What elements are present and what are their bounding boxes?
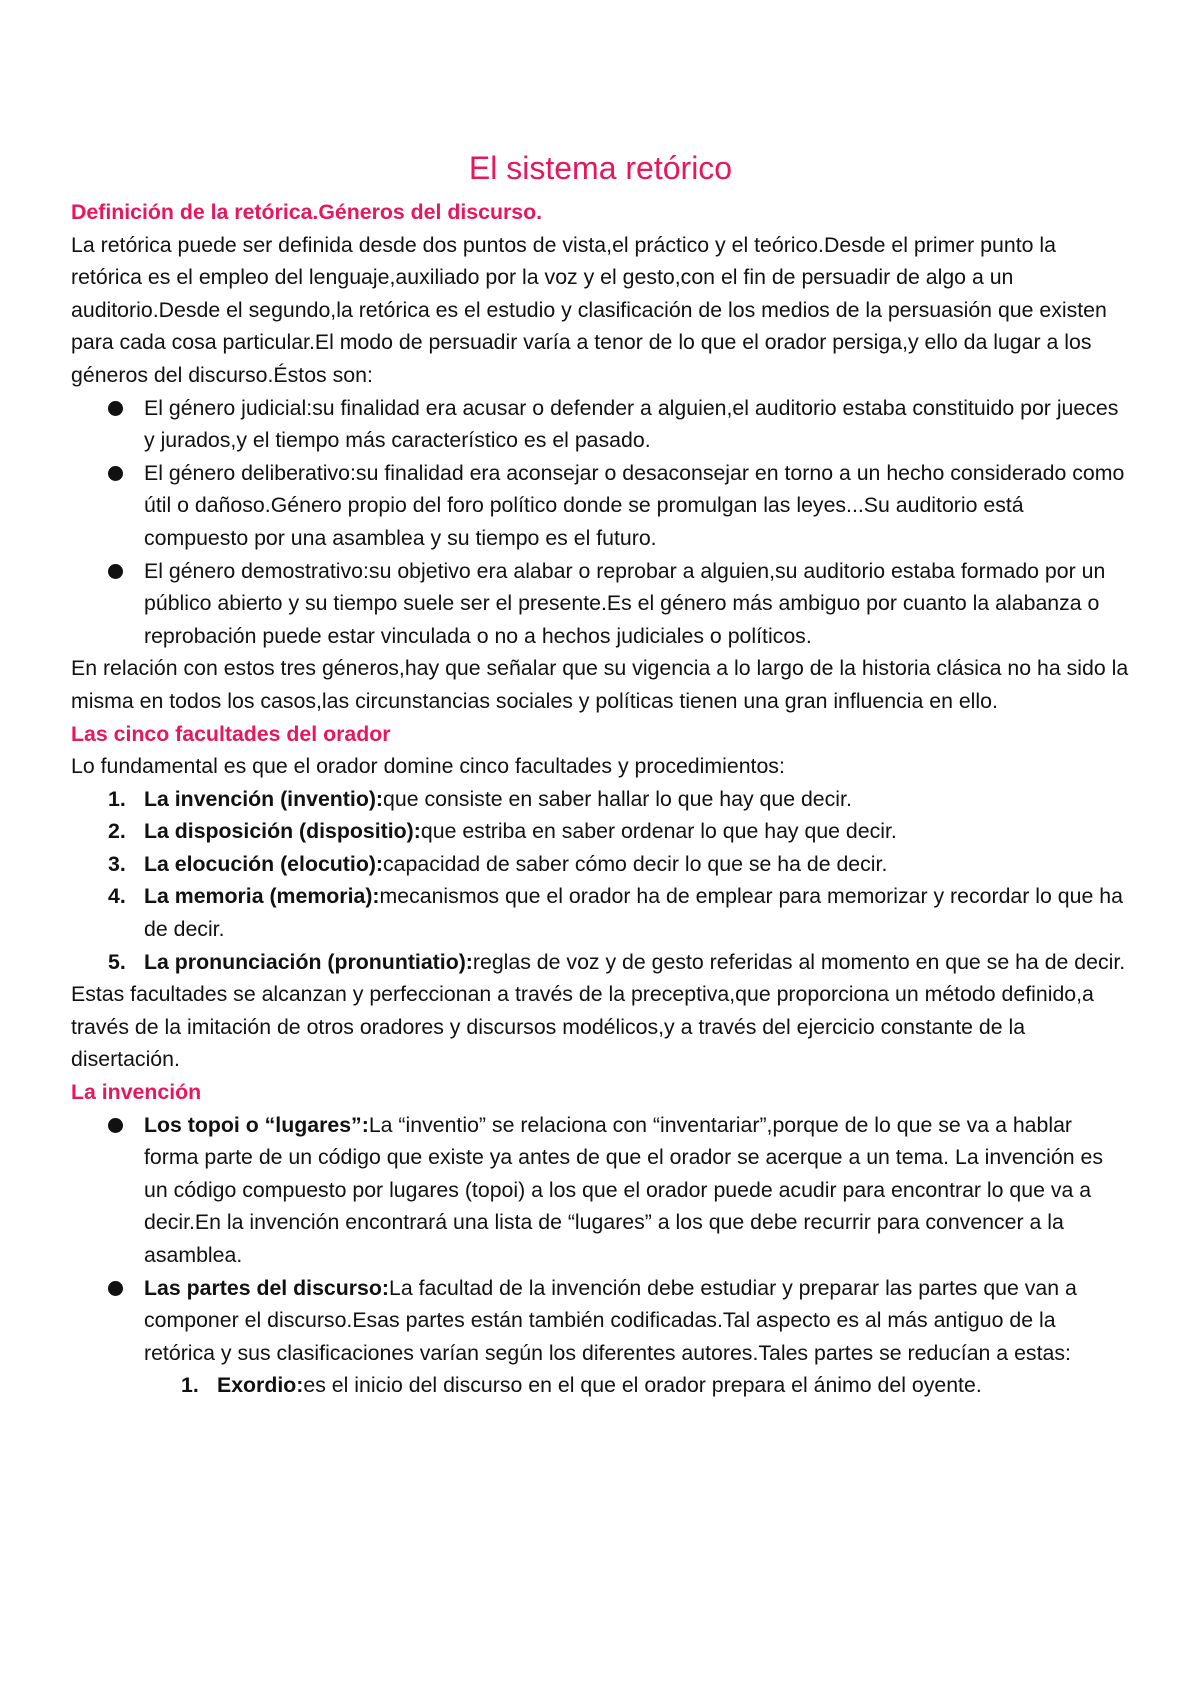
paragraph-generos-closing: En relación con estos tres géneros,hay que señalar que su vigencia a lo largo de la historia clásica no ha sido la misma en todos los casos,las circunstancias sociales y políticas tienen una gran influencia en ello. — [71, 656, 1129, 713]
paragraph-facultades-closing: Estas facultades se alcanzan y perfeccionan a través de la preceptiva,que proporciona un método definido,a través de la imitación de otros oradores y discursos modélicos,y a través del ejercicio constante de la disertación. — [71, 982, 1094, 1072]
term-label: Exordio: — [217, 1373, 304, 1398]
term-description: es el inicio del discurso en el que el orador prepara el ánimo del oyente. — [303, 1373, 982, 1398]
facultades-list — [71, 783, 1130, 979]
list-item — [144, 1109, 1130, 1272]
paragraph-facultades-intro: Lo fundamental es que el orador domine cinco facultades y procedimientos: — [71, 754, 785, 779]
term-description: que estriba en saber ordenar lo que hay que decir. — [420, 819, 897, 844]
list-item — [108, 848, 1130, 881]
term-description: La facultad de la invención debe estudiar y preparar las partes que van a componer el discurso.Esas partes están también codificadas.Tal aspecto es al más antiguo de la retórica y sus clasificaciones varían según los diferentes autores.Tales partes se reducían a estas: — [144, 1275, 1077, 1365]
section-heading-definicion: Definición de la retórica.Géneros del discurso. — [71, 200, 543, 224]
list-number: 3. — [108, 851, 126, 876]
term-description: reglas de voz y de gesto referidas al momento en que se ha de decir. — [472, 949, 1126, 974]
term-label: La pronunciación (pronuntiatio): — [144, 949, 473, 974]
list-number: 1. — [108, 786, 126, 811]
term-description: mecanismos que el orador ha de emplear para memorizar y recordar lo que ha de decir. — [144, 884, 1123, 942]
list-number: 5. — [108, 949, 126, 974]
list-item — [108, 783, 1130, 816]
term-description: La “inventio” se relaciona con “inventariar”,porque de lo que se va a hablar forma parte de un código que existe ya antes de que el orador se acerque a un tema. La invención es un código compuesto por lugares (topoi) a los que el orador puede acudir para encontrar lo que va a decir.En la invención encontrará una lista de “lugares” a los que debe recurrir para convencer a la asamblea. — [144, 1112, 1103, 1267]
term-label: La elocución (elocutio): — [144, 851, 384, 876]
term-description: que consiste en saber hallar lo que hay que decir. — [383, 786, 852, 811]
list-item: El género judicial:su finalidad era acusar o defender a alguien,el auditorio estaba constituido por jueces y jurados,y el tiempo más característico es el pasado. — [144, 392, 1130, 457]
term-label: La memoria (memoria): — [144, 884, 380, 909]
generos-list — [71, 392, 1130, 653]
list-item — [108, 946, 1130, 979]
document-title: El sistema retórico — [468, 150, 733, 186]
list-item — [144, 1272, 1130, 1402]
term-label: Las partes del discurso: — [144, 1275, 389, 1300]
list-item: El género demostrativo:su objetivo era alabar o reprobar a alguien,su auditorio estaba formado por un público abierto y su tiempo suele ser el presente.Es el género más ambiguo por cuanto la alabanza o reprobación puede estar vinculada o no a hechos judiciales o políticos. — [144, 555, 1130, 653]
term-description: capacidad de saber cómo decir lo que se ha de decir. — [383, 851, 888, 876]
section-heading-facultades: Las cinco facultades del orador — [71, 721, 391, 746]
list-item: El género deliberativo:su finalidad era aconsejar o desaconsejar en torno a un hecho considerado como útil o dañoso.Género propio del foro político donde se promulgan las leyes...Su auditorio está compuesto por una asamblea y su tiempo es el futuro. — [144, 457, 1130, 555]
term-label: La disposición (dispositio): — [144, 819, 421, 844]
list-number: 2. — [108, 819, 126, 844]
paragraph-definicion-intro: La retórica puede ser definida desde dos puntos de vista,el práctico y el teórico.Desde el primer punto la retórica es el empleo del lenguaje,auxiliado por la voz y el gesto,con el fin de persuadir de algo a un auditorio.Desde el segundo,la retórica es el estudio y clasificación de los medios de la persuasión que existen para cada cosa particular.El modo de persuadir varía a tenor de lo que el orador persiga,y ello da lugar a los géneros del discurso.Éstos son: — [71, 232, 1107, 387]
list-number: 4. — [108, 884, 126, 909]
section-heading-invencion: La invención — [71, 1080, 202, 1105]
list-item — [108, 815, 1130, 848]
list-item — [108, 880, 1130, 945]
list-item — [181, 1369, 1130, 1402]
partes-discurso-list — [144, 1369, 1130, 1402]
term-label: La invención (inventio): — [144, 786, 384, 811]
list-number: 1. — [181, 1373, 199, 1398]
term-label: Los topoi o “lugares”: — [144, 1112, 369, 1137]
invencion-list — [71, 1109, 1130, 1402]
